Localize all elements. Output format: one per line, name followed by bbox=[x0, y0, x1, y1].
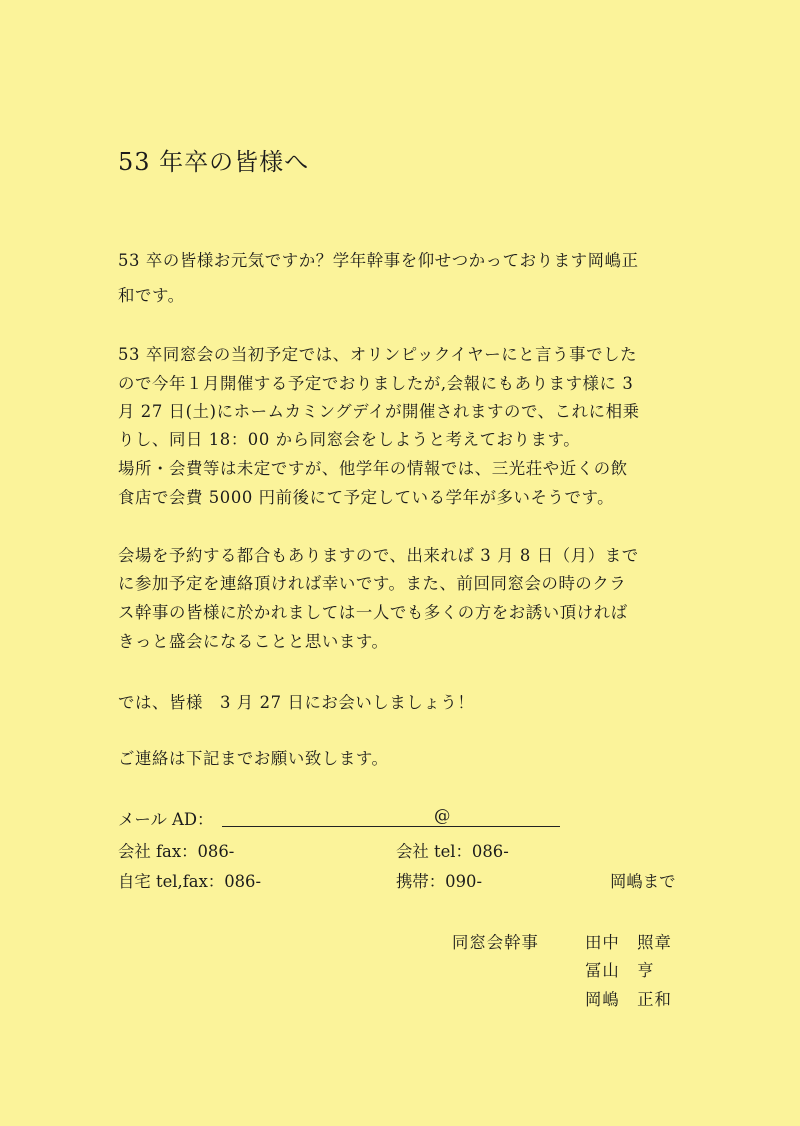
paragraph-line: 53 卒同窓会の当初予定では、オリンピックイヤーにと言う事でした bbox=[118, 345, 638, 364]
signature-name: 冨山 亨 bbox=[585, 961, 655, 980]
mail-address-blank-line bbox=[222, 826, 560, 827]
paragraph-line: きっと盛会になることと思います。 bbox=[118, 632, 389, 651]
signature-name: 田中 照章 bbox=[585, 933, 672, 952]
company-tel: 会社 tel：086- bbox=[396, 842, 509, 861]
mail-address-label: メール AD： bbox=[118, 810, 214, 829]
paragraph-line: 場所・会費等は未定ですが、他学年の情報では、三光荘や近くの飲 bbox=[118, 459, 628, 478]
paragraph-line: 月 27 日(土)にホームカミングデイが開催されますので、これに相乗 bbox=[118, 402, 640, 421]
letter-title: 53 年卒の皆様へ bbox=[118, 148, 310, 176]
signature-role: 同窓会幹事 bbox=[452, 933, 539, 952]
paragraph-line: ご連絡は下記までお願い致します。 bbox=[118, 749, 389, 768]
mail-at-sign: @ bbox=[434, 806, 451, 825]
paragraph-line: 53 卒の皆様お元気ですか？学年幹事を仰せつかっております岡嶋正 bbox=[118, 251, 639, 270]
paragraph-line: 食店で会費 5000 円前後にて予定している学年が多いそうです。 bbox=[118, 488, 615, 507]
paragraph-line: に参加予定を連絡頂ければ幸いです。また、前回同窓会の時のクラ bbox=[118, 574, 627, 593]
mobile-phone: 携帯：090- bbox=[396, 872, 482, 891]
company-fax: 会社 fax：086- bbox=[118, 842, 235, 861]
paragraph-line: ス幹事の皆様に於かれましては一人でも多くの方をお誘い頂ければ bbox=[118, 603, 628, 622]
paragraph-line: りし、同日 18：00 から同窓会をしようと考えております。 bbox=[118, 430, 581, 449]
home-tel-fax: 自宅 tel,fax：086- bbox=[118, 872, 262, 891]
paragraph-line: ので今年１月開催する予定でおりましたが,会報にもあります様に 3 bbox=[118, 374, 634, 393]
signature-name: 岡嶋 正和 bbox=[585, 990, 672, 1009]
contact-person: 岡嶋まで bbox=[610, 872, 676, 891]
paragraph-line: では、皆様 3 月 27 日にお会いしましょう！ bbox=[118, 693, 475, 712]
paragraph-line: 和です。 bbox=[118, 286, 185, 305]
paragraph-line: 会場を予約する都合もありますので、出来れば 3 月 8 日（月）まで bbox=[118, 546, 639, 565]
